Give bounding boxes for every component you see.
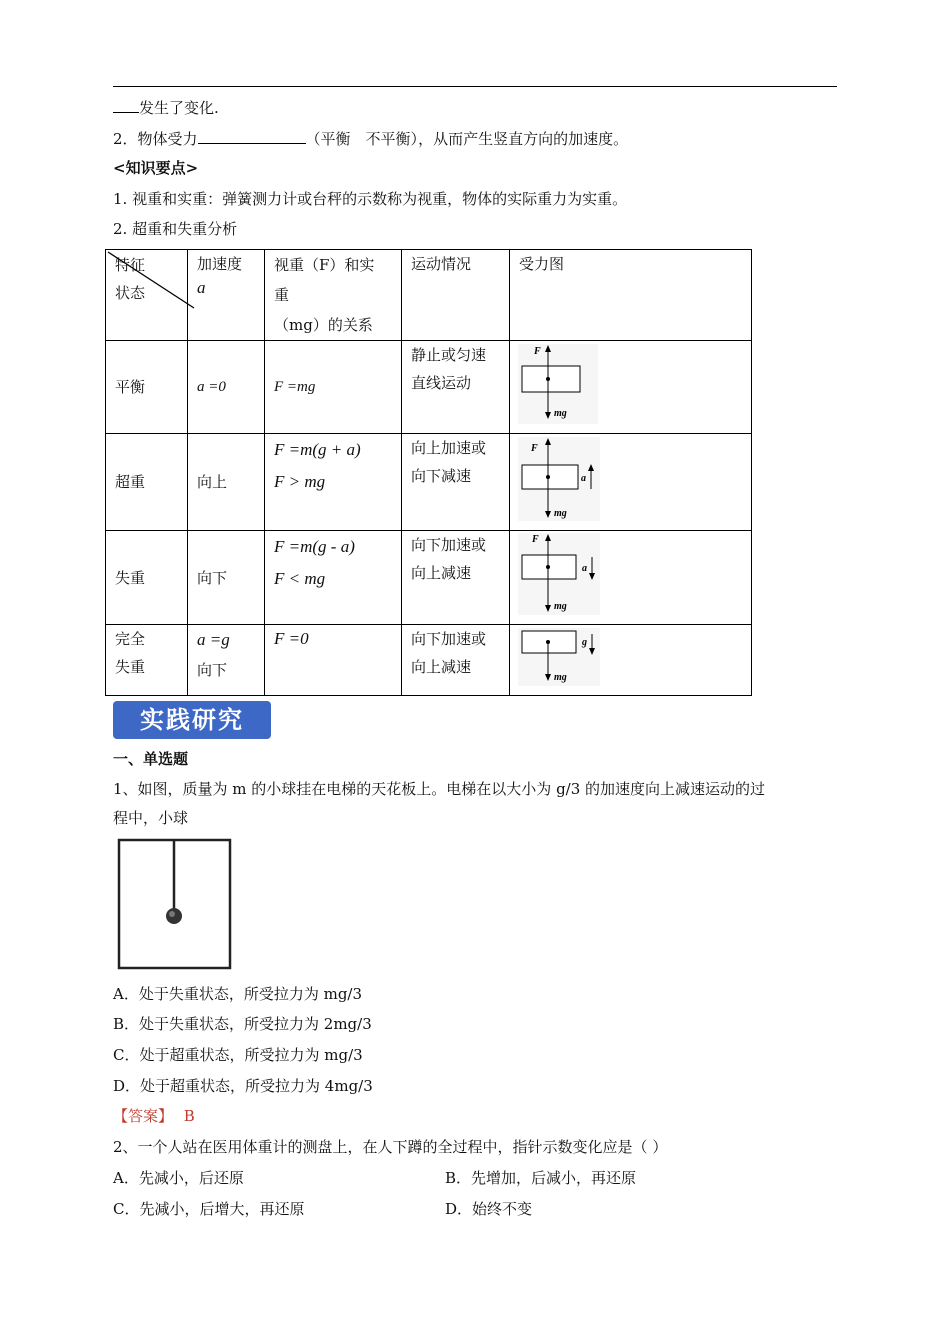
diagonal-header-cell (106, 250, 188, 341)
knowledge-point-1: 1. 视重和实重：弹簧测力计或台秤的示数称为视重，物体的实际重力为实重。 (113, 190, 628, 208)
diagram-balance-cell (510, 341, 752, 434)
section-title: 一、单选题 (113, 750, 189, 768)
accel-weightless-cell (188, 625, 265, 696)
q2-option-a[interactable]: A．先减小，后还原 (113, 1169, 244, 1187)
motion-balance-cell (402, 341, 510, 434)
motion-underweight-1: 向下加速或 (411, 536, 487, 554)
answer-value: B (183, 1107, 195, 1125)
diagram-overweight-cell (510, 434, 752, 531)
q2-option-c[interactable]: C．先减小，后增大，再还原 (113, 1200, 305, 1218)
intro-line-2 (113, 127, 628, 149)
relation-weightless: F =0 (274, 629, 309, 648)
relation-underweight-cell (265, 531, 402, 625)
fill-blank-2[interactable] (198, 127, 306, 144)
q1-stem-line1: 1、如图，质量为 m 的小球挂在电梯的天花板上。电梯在以大小为 g/3 的加速度向上减速运动的过 (113, 780, 766, 798)
diagram-weightless-cell (510, 625, 752, 696)
header-relation-line1: 视重（F）和实 (274, 256, 375, 274)
motion-underweight-cell (402, 531, 510, 625)
intro-line-2-prefix: 2．物体受力 (113, 130, 198, 148)
label-a: a (582, 563, 587, 574)
q1-option-a[interactable]: A．处于失重状态，所受拉力为 mg/3 (113, 985, 363, 1003)
table-row-overweight (106, 434, 752, 531)
q1-option-b[interactable]: B．处于失重状态，所受拉力为 2mg/3 (113, 1015, 372, 1033)
force-diagram-overweight (518, 437, 600, 521)
relation-balance: F =mg (265, 341, 402, 434)
label-F: F (534, 346, 541, 357)
relation-overweight-cell (265, 434, 402, 531)
q2-option-b[interactable]: B．先增加，后减小，再还原 (445, 1169, 637, 1187)
table-row-weightless (106, 625, 752, 696)
knowledge-heading: <知识要点> (113, 159, 199, 177)
state-weightless-cell (106, 625, 188, 696)
motion-balance-2: 直线运动 (411, 374, 472, 392)
motion-overweight-cell (402, 434, 510, 531)
relation-weightless-cell (265, 625, 402, 696)
force-diagram-balance (518, 344, 598, 424)
motion-weightless-1: 向下加速或 (411, 630, 487, 648)
relation-overweight-2: F > mg (274, 472, 326, 491)
answer-label: 【答案】 (113, 1107, 174, 1125)
practice-banner: 实践研究 (113, 701, 271, 739)
relation-underweight-1: F =m(g - a) (274, 537, 355, 556)
header-accel-symbol: a (197, 278, 206, 297)
header-motion: 运动情况 (411, 255, 472, 273)
label-mg: mg (554, 408, 567, 419)
motion-underweight-2: 向上减速 (411, 564, 472, 582)
header-feature: 特征 (115, 256, 146, 274)
header-relation-line3: （mg）的关系 (274, 316, 373, 334)
header-rule (113, 86, 837, 87)
label-g: g (582, 637, 587, 648)
accel-underweight: 向下 (188, 531, 265, 625)
intro-line-1-text: 发生了变化. (139, 99, 219, 117)
q2-option-d[interactable]: D．始终不变 (445, 1200, 533, 1218)
fill-blank-1[interactable] (113, 96, 139, 113)
label-mg: mg (554, 601, 567, 612)
force-diagram-underweight (518, 533, 600, 615)
intro-line-1 (113, 96, 219, 118)
accel-weightless-1: a =g (197, 630, 230, 649)
header-accel-cell (188, 250, 265, 341)
header-relation-line2: 重 (274, 286, 290, 304)
state-balance: 平衡 (106, 341, 188, 434)
diagram-underweight-cell (510, 531, 752, 625)
label-F: F (531, 443, 538, 454)
table-row-underweight (106, 531, 752, 625)
knowledge-point-2: 2. 超重和失重分析 (113, 220, 238, 238)
accel-balance: a =0 (188, 341, 265, 434)
table-row-balance (106, 341, 752, 434)
header-motion-cell (402, 250, 510, 341)
motion-weightless-cell (402, 625, 510, 696)
header-relation-cell (265, 250, 402, 341)
relation-underweight-2: F < mg (274, 569, 326, 588)
q1-option-c[interactable]: C．处于超重状态，所受拉力为 mg/3 (113, 1046, 363, 1064)
motion-overweight-2: 向下减速 (411, 467, 472, 485)
header-accel: 加速度 (197, 255, 243, 273)
q1-option-d[interactable]: D．处于超重状态，所受拉力为 4mg/3 (113, 1077, 373, 1095)
state-underweight: 失重 (106, 531, 188, 625)
header-diagram-cell (510, 250, 752, 341)
q2-stem: 2、一个人站在医用体重计的测盘上，在人下蹲的全过程中，指针示数变化应是（ ） (113, 1138, 668, 1156)
force-diagram-weightless (518, 628, 600, 686)
label-mg: mg (554, 508, 567, 519)
state-overweight: 超重 (106, 434, 188, 531)
table-header-row (106, 250, 752, 341)
header-state: 状态 (115, 284, 146, 302)
label-F: F (532, 534, 539, 545)
elevator-figure (117, 838, 233, 972)
label-mg: mg (554, 672, 567, 683)
state-weightless-2: 失重 (115, 658, 146, 676)
motion-balance-1: 静止或匀速 (411, 346, 487, 364)
relation-overweight-1: F =m(g + a) (274, 440, 361, 459)
intro-line-2-suffix: ，从而产生竖直方向的加速度。 (418, 130, 629, 148)
motion-weightless-2: 向上减速 (411, 658, 472, 676)
accel-overweight: 向上 (188, 434, 265, 531)
state-weightless-1: 完全 (115, 630, 146, 648)
label-a: a (581, 473, 586, 484)
intro-line-2-options: （平衡 不平衡） (305, 130, 419, 148)
header-force-diagram: 受力图 (519, 255, 565, 273)
accel-weightless-2: 向下 (197, 661, 228, 679)
q1-answer (113, 1106, 195, 1126)
motion-overweight-1: 向上加速或 (411, 439, 487, 457)
q1-stem-line2: 程中，小球 (113, 809, 189, 827)
overweight-table (105, 249, 752, 696)
